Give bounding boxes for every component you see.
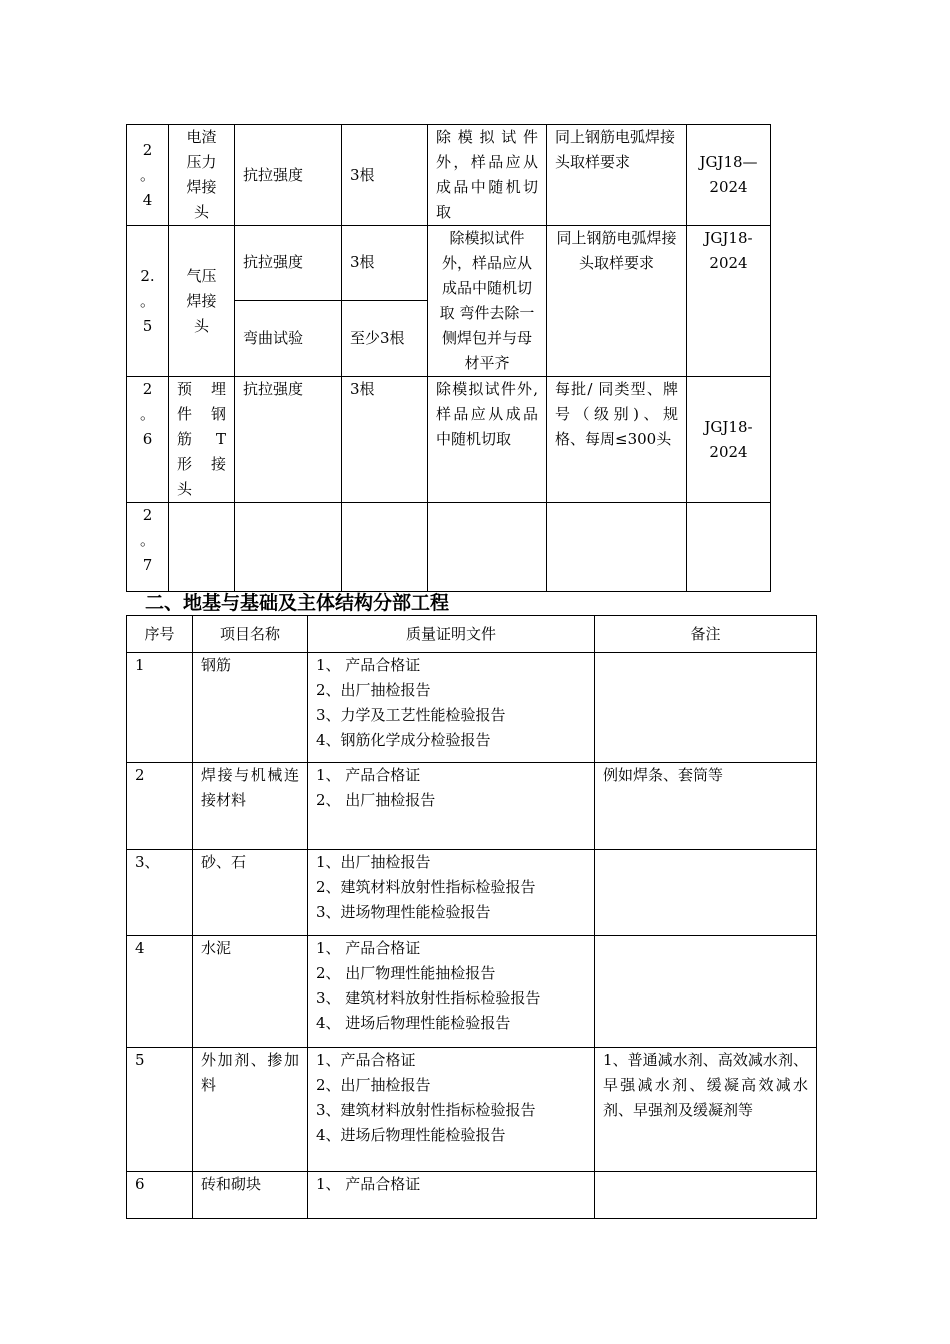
item-name: 砖和砌块 — [193, 1172, 308, 1219]
item-name: 钢筋 — [193, 653, 308, 763]
table-row — [127, 377, 771, 503]
quality-docs: 1、 产品合格证 2、 出厂抽检报告 — [308, 763, 595, 850]
row-number: 6 — [127, 1172, 193, 1219]
notes: 1、普通减水剂、高效减水剂、早强减水剂、缓凝高效减水剂、早强剂及缓凝剂等 — [595, 1048, 817, 1172]
row-number: 5 — [127, 1048, 193, 1172]
quality-docs: 1、出厂抽检报告 2、建筑材料放射性指标检验报告 3、进场物理性能检验报告 — [308, 850, 595, 936]
sampling-requirement: 每批/ 同类型、牌号（级别)、规格、每周≤300头 — [547, 377, 687, 503]
row-number: 1 — [127, 653, 193, 763]
header-quality-docs: 质量证明文件 — [308, 616, 595, 653]
notes — [595, 850, 817, 936]
item-name: 电渣 压力 焊接 头 — [169, 125, 235, 226]
sampling-table — [126, 124, 771, 592]
row-number: 2 。 6 — [127, 377, 169, 503]
empty-cell — [428, 503, 547, 592]
notes — [595, 936, 817, 1048]
row-number: 4 — [127, 936, 193, 1048]
item-name: 气压 焊接 头 — [169, 226, 235, 377]
table-row — [127, 653, 817, 763]
quality-docs: 1、 产品合格证 2、出厂抽检报告 3、力学及工艺性能检验报告 4、钢筋化学成分检验报告 — [308, 653, 595, 763]
row-number: 2 。 4 — [127, 125, 169, 226]
notes — [595, 1172, 817, 1219]
test-item: 弯曲试验 — [235, 301, 342, 377]
header-item-name: 项目名称 — [193, 616, 308, 653]
table-header-row — [127, 616, 817, 653]
quality-docs: 1、 产品合格证 2、 出厂物理性能抽检报告 3、 建筑材料放射性指标检验报告 4、 进场后物理性能检验报告 — [308, 936, 595, 1048]
item-name: 焊接与机械连接材料 — [193, 763, 308, 850]
empty-cell — [687, 503, 771, 592]
test-quantity: 3根 — [342, 226, 428, 301]
table-row — [127, 1172, 817, 1219]
table-row — [127, 1048, 817, 1172]
quality-docs: 1、 产品合格证 — [308, 1172, 595, 1219]
standard-code: JGJ18— 2024 — [687, 125, 771, 226]
item-name: 砂、石 — [193, 850, 308, 936]
test-item: 抗拉强度 — [235, 125, 342, 226]
sampling-requirement: 同上钢筋电弧焊接头取样要求 — [547, 226, 687, 377]
table-row — [127, 226, 771, 301]
test-quantity: 至少3根 — [342, 301, 428, 377]
table-row — [127, 125, 771, 226]
sampling-method: 除模拟试件外，样品应从成品中随机切取 — [428, 125, 547, 226]
sampling-requirement: 同上钢筋电弧焊接头取样要求 — [547, 125, 687, 226]
empty-cell — [342, 503, 428, 592]
test-quantity: 3根 — [342, 377, 428, 503]
row-number: 2 。 7 — [127, 503, 169, 592]
notes — [595, 653, 817, 763]
quality-docs-table — [126, 615, 817, 1219]
empty-cell — [169, 503, 235, 592]
test-quantity: 3根 — [342, 125, 428, 226]
section-title: 二、地基与基础及主体结构分部工程 — [145, 592, 450, 614]
standard-code: JGJ18- 2024 — [687, 377, 771, 503]
standard-code: JGJ18- 2024 — [687, 226, 771, 377]
table-row — [127, 850, 817, 936]
sampling-method: 除模拟试件外,样品应从成品中随机切取 — [428, 377, 547, 503]
item-name: 水泥 — [193, 936, 308, 1048]
empty-cell — [547, 503, 687, 592]
table-row — [127, 503, 771, 592]
item-name: 预 埋 件 钢 筋 T 形 接 头 — [169, 377, 235, 503]
sampling-method: 除模拟试件外，样品应从成品中随机切取 弯件去除一侧焊包并与母材平齐 — [428, 226, 547, 377]
header-number: 序号 — [127, 616, 193, 653]
quality-docs: 1、产品合格证 2、出厂抽检报告 3、建筑材料放射性指标检验报告 4、进场后物理性能检验报告 — [308, 1048, 595, 1172]
empty-cell — [235, 503, 342, 592]
header-notes: 备注 — [595, 616, 817, 653]
table-row — [127, 763, 817, 850]
row-number: 2. 。 5 — [127, 226, 169, 377]
row-number: 2 — [127, 763, 193, 850]
row-number: 3、 — [127, 850, 193, 936]
table-row — [127, 936, 817, 1048]
notes: 例如焊条、套筒等 — [595, 763, 817, 850]
test-item: 抗拉强度 — [235, 377, 342, 503]
test-item: 抗拉强度 — [235, 226, 342, 301]
item-name: 外加剂、掺加料 — [193, 1048, 308, 1172]
